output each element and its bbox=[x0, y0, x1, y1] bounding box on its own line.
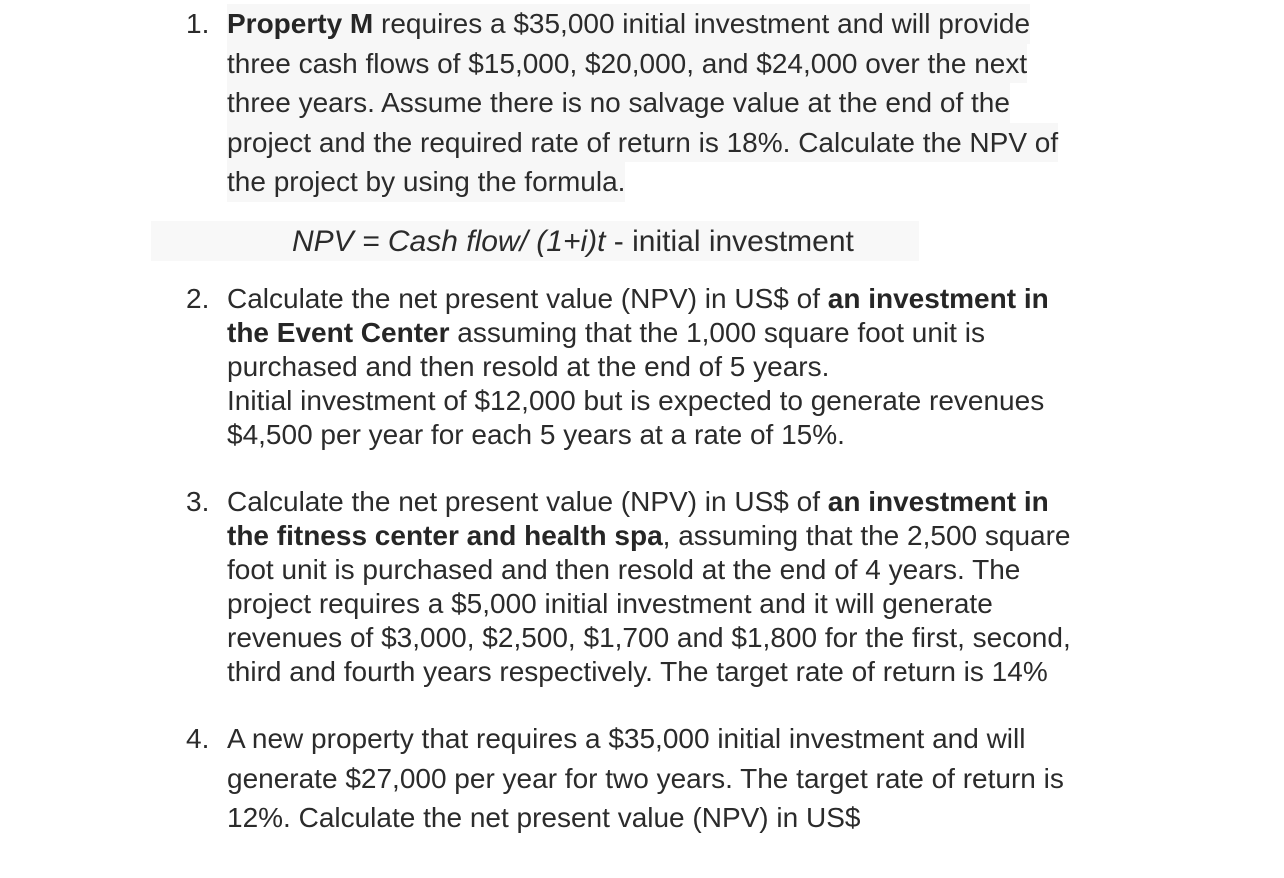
question-1-line-4: project and the required rate of return is 18%. Calculate the NPV of bbox=[227, 123, 1058, 163]
npv-formula-block bbox=[151, 221, 919, 261]
question-3-line-5: revenues of $3,000, $2,500, $1,700 and $1,800 for the first, second, bbox=[227, 622, 1071, 653]
question-2-line-1: Calculate the net present value (NPV) in US$ of an investment in bbox=[227, 283, 1049, 314]
npv-formula bbox=[292, 221, 854, 263]
question-3-line-4: project requires a $5,000 initial investment and it will generate bbox=[227, 588, 993, 619]
question-1-number: 1. bbox=[186, 8, 210, 39]
question-3-text bbox=[227, 485, 1132, 689]
question-4-line-2: generate $27,000 per year for two years. The target rate of return is bbox=[227, 762, 1064, 794]
question-2-line-4: Initial investment of $12,000 but is expected to generate revenues bbox=[227, 385, 1045, 416]
question-3-line-3: foot unit is purchased and then resold at the end of 4 years. The bbox=[227, 554, 1021, 585]
npv-formula-rest: - initial investment bbox=[605, 225, 854, 258]
question-1-line-1: Property M requires a $35,000 initial investment and will provide bbox=[227, 4, 1030, 44]
question-1-line-3: three years. Assume there is no salvage value at the end of the bbox=[227, 83, 1010, 123]
question-2-number: 2. bbox=[186, 283, 210, 314]
question-4-text bbox=[227, 719, 1132, 838]
question-3-line-6: third and fourth years respectively. The target rate of return is 14% bbox=[227, 656, 1048, 687]
question-4-number: 4. bbox=[186, 723, 210, 754]
question-3-line-2: the fitness center and health spa, assuming that the 2,500 square bbox=[227, 520, 1071, 551]
question-3-number: 3. bbox=[186, 486, 210, 517]
question-1-line-5: the project by using the formula. bbox=[227, 162, 625, 202]
question-3-line-1: Calculate the net present value (NPV) in US$ of an investment in bbox=[227, 486, 1049, 517]
question-1-text bbox=[227, 4, 1127, 202]
question-4-line-3: 12%. Calculate the net present value (NPV) in US$ bbox=[227, 802, 861, 833]
question-2-text bbox=[227, 282, 1132, 452]
question-2-line-2: the Event Center assuming that the 1,000 square foot unit is bbox=[227, 317, 985, 348]
property-m-label: Property M bbox=[227, 8, 374, 39]
npv-formula-italic: NPV = Cash flow/ (1+i)t bbox=[292, 225, 606, 258]
question-4-line-1: A new property that requires a $35,000 initial investment and will bbox=[227, 723, 1026, 754]
question-1-line-2: three cash flows of $15,000, $20,000, and $24,000 over the next bbox=[227, 44, 1027, 84]
question-2-line-5: $4,500 per year for each 5 years at a rate of 15%. bbox=[227, 419, 845, 450]
question-2-line-3: purchased and then resold at the end of 5 years. bbox=[227, 351, 830, 382]
